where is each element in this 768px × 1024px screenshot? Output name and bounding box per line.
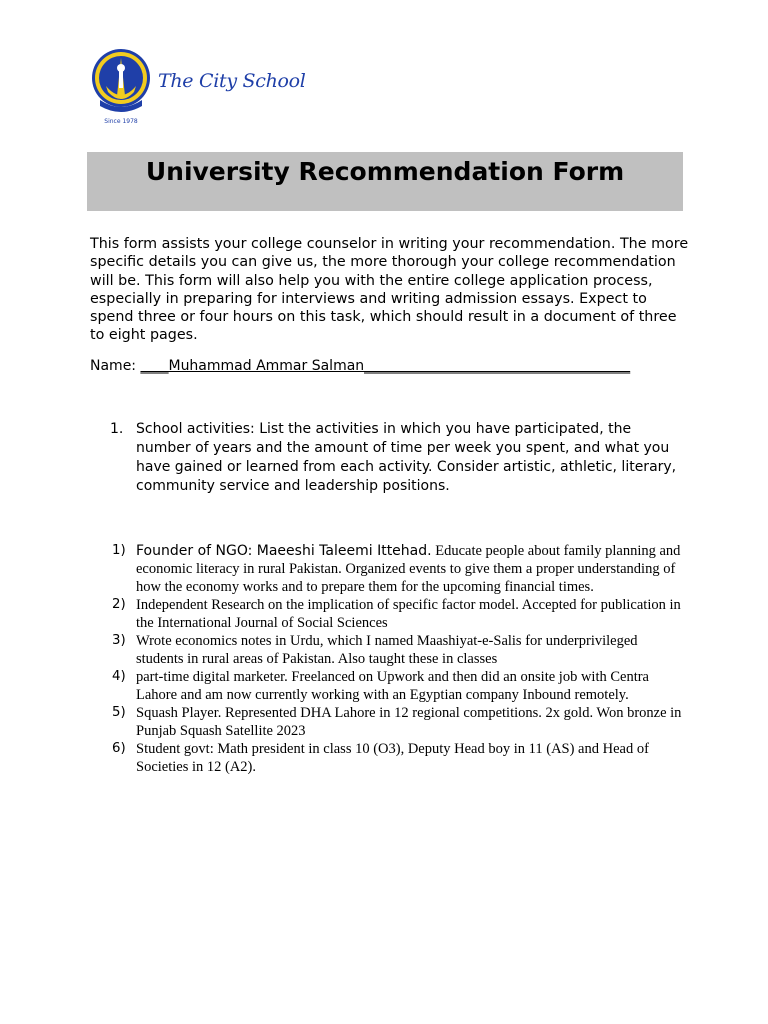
question-number: 1. bbox=[110, 421, 124, 437]
answer-number: 6) bbox=[112, 741, 126, 756]
answer-text: Squash Player. Represented DHA Lahore in 12 regional competitions. 2x gold. Won bronze in Punjab Squash Satellite 2023 bbox=[136, 705, 682, 739]
school-name: The City School bbox=[158, 70, 306, 92]
intro-paragraph: This form assists your college counselor in writing your recommendation. The more specific details you can give us, the more thorough your college recommendation will be. This form will also help you with the entire college application process, especially in preparing for interviews and writing admission essays. Expect to spend three or four hours on this task, which should result in a document of three to eight pages. bbox=[90, 236, 689, 344]
answer-number: 3) bbox=[112, 633, 126, 648]
name-row bbox=[90, 357, 630, 375]
answer-text: part-time digital marketer. Freelanced on Upwork and then did an onsite job with Centra Lahore and am now currently working with an Egyptian company Inbound remotely. bbox=[136, 669, 649, 703]
question-item bbox=[110, 420, 680, 496]
answer-text: Student govt: Math president in class 10 (O3), Deputy Head boy in 11 (AS) and Head of Societies in 12 (A2). bbox=[136, 741, 649, 775]
answer-text: Independent Research on the implication of specific factor model. Accepted for publication in the International Journal of Social Sciences bbox=[136, 597, 681, 631]
answer-item bbox=[112, 740, 682, 776]
answer-lead: Founder of NGO: Maeeshi Taleemi Ittehad. bbox=[136, 543, 432, 559]
school-logo bbox=[90, 44, 154, 126]
answer-list bbox=[112, 542, 682, 776]
title-band bbox=[87, 152, 683, 211]
question-text: School activities: List the activities in which you have participated, the number of years and the amount of time per week you spent, and what you have gained or learned from each activity. Consider artistic, athletic, literary, community service and leadership positions. bbox=[136, 421, 677, 494]
answer-item bbox=[112, 596, 682, 632]
answer-number: 4) bbox=[112, 669, 126, 684]
answer-item bbox=[112, 632, 682, 668]
answer-item bbox=[112, 668, 682, 704]
answer-number: 2) bbox=[112, 597, 126, 612]
answer-number: 1) bbox=[112, 543, 126, 558]
answer-number: 5) bbox=[112, 705, 126, 720]
form-title: University Recommendation Form bbox=[145, 157, 625, 186]
question-list bbox=[110, 420, 680, 496]
name-label: Name: bbox=[90, 358, 141, 374]
name-value: ____Muhammad Ammar Salman______________________________________ bbox=[140, 358, 631, 374]
answer-text: Founder of NGO: Maeeshi Taleemi Ittehad. Educate people about family planning and economic literacy in rural Pakistan. Organized events to give them a proper understanding of how the economy works and to prepare them for the upcoming financial times. bbox=[136, 543, 681, 595]
answer-item bbox=[112, 542, 682, 596]
svg-text:Since 1978: Since 1978 bbox=[104, 118, 138, 125]
answer-text: Wrote economics notes in Urdu, which I named Maashiyat-e-Salis for underprivileged students in rural areas of Pakistan. Also taught these in classes bbox=[136, 633, 638, 667]
answer-item bbox=[112, 704, 682, 740]
